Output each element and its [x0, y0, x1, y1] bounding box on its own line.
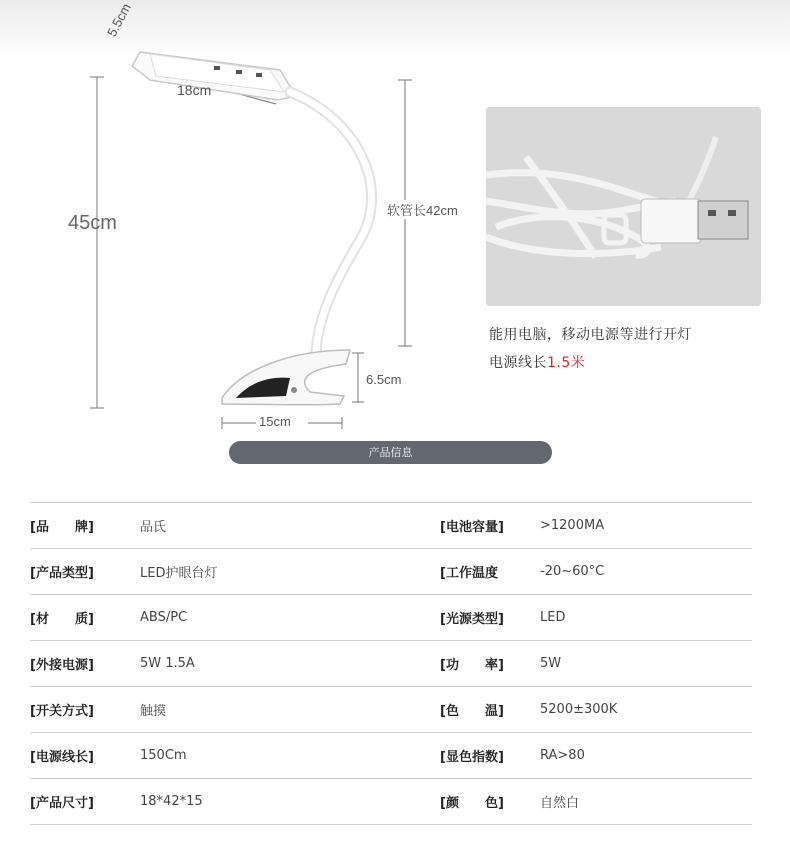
spec-label: [电池容量] — [440, 503, 540, 549]
total-height-label: 45cm — [68, 212, 117, 234]
spec-value: LED护眼台灯 — [140, 549, 440, 595]
cable-length-label: 电源线长 — [489, 355, 547, 371]
spec-label: [光源类型] — [440, 595, 540, 641]
spec-label: [功 率] — [440, 641, 540, 687]
spec-value: ABS/PC — [140, 595, 440, 641]
spec-value: 5W 1.5A — [140, 641, 440, 687]
spec-table — [30, 502, 752, 825]
spec-label: [色 温] — [440, 687, 540, 733]
spec-value: 品氏 — [140, 503, 440, 549]
table-row — [30, 687, 752, 733]
head-length-label: 18cm — [177, 82, 212, 98]
section-title-bar: 产品信息 — [229, 441, 552, 464]
head-width-label: 5.5cm — [104, 0, 134, 40]
spec-label: [颜 色] — [440, 779, 540, 825]
spec-value: 5200±300K — [540, 687, 752, 733]
table-row — [30, 503, 752, 549]
spec-value: -20~60°C — [540, 549, 752, 595]
spec-label: [材 质] — [30, 595, 140, 641]
clip-height-label: 6.5cm — [366, 372, 402, 387]
spec-label: [工作温度 — [440, 549, 540, 595]
table-row — [30, 549, 752, 595]
hose-length-label: 软管长42cm — [386, 200, 459, 219]
table-row — [30, 641, 752, 687]
spec-value: 自然白 — [540, 779, 752, 825]
table-row — [30, 595, 752, 641]
spec-value: >1200MA — [540, 503, 752, 549]
clip-width-label: 15cm — [259, 414, 291, 429]
usb-cable-photo — [486, 107, 761, 306]
spec-label: [品 牌] — [30, 503, 140, 549]
spec-value: 触摸 — [140, 687, 440, 733]
cable-caption-line1: 能用电脑，移动电源等进行开灯 — [489, 327, 692, 343]
spec-label: [外接电源] — [30, 641, 140, 687]
table-row — [30, 779, 752, 825]
cable-caption-line2 — [489, 352, 585, 372]
cable-length-value: 1.5米 — [547, 355, 586, 371]
spec-label: [产品尺寸] — [30, 779, 140, 825]
table-row — [30, 733, 752, 779]
spec-value: 150Cm — [140, 733, 440, 779]
spec-label: [显色指数] — [440, 733, 540, 779]
spec-value: 5W — [540, 641, 752, 687]
spec-value: 18*42*15 — [140, 779, 440, 825]
spec-label: [产品类型] — [30, 549, 140, 595]
spec-label: [开关方式] — [30, 687, 140, 733]
spec-value: LED — [540, 595, 752, 641]
spec-value: RA>80 — [540, 733, 752, 779]
spec-label: [电源线长] — [30, 733, 140, 779]
